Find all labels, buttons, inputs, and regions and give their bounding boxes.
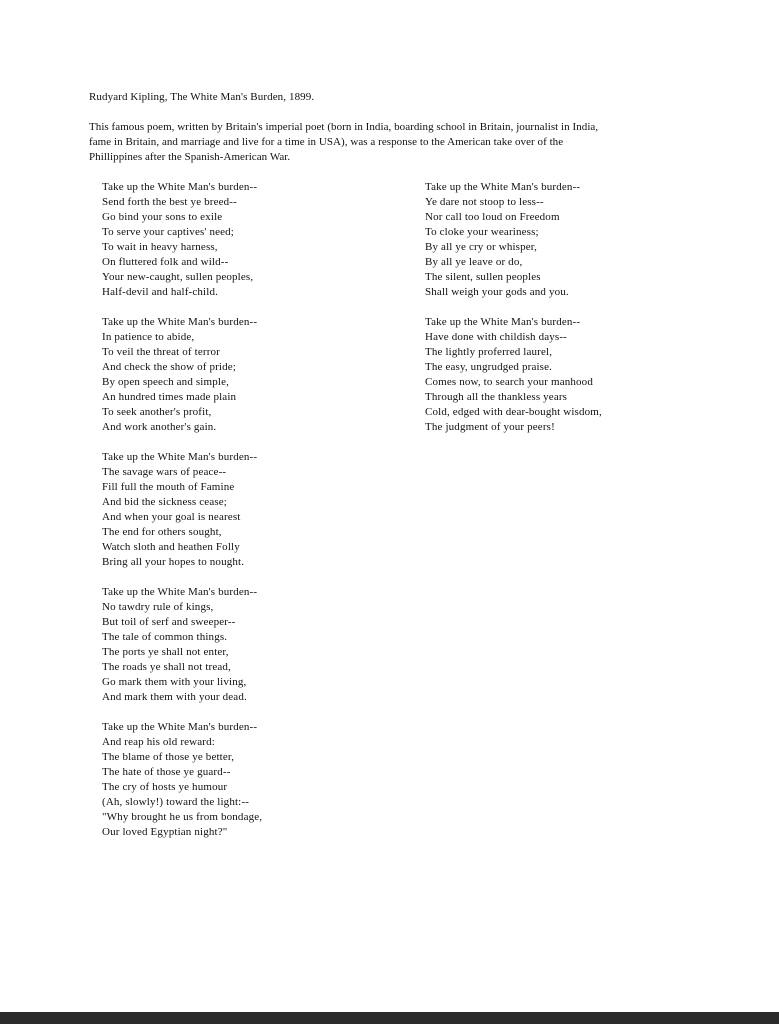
poem-line: By open speech and simple, [102, 376, 230, 388]
poem-line: The easy, ungrudged praise. [425, 361, 553, 373]
poem-line: And check the show of pride; [102, 361, 237, 373]
poem-line: The end for others sought, [102, 526, 222, 538]
poem-line: Take up the White Man's burden-- [425, 316, 581, 328]
poem-line: By all ye leave or do, [425, 256, 523, 268]
poem-line: On fluttered folk and wild-- [102, 256, 229, 268]
poem-line: Our loved Egyptian night?" [102, 826, 228, 838]
intro-line: This famous poem, written by Britain's imperial poet (born in India, boarding school in Britain, journalist in India, [89, 121, 599, 133]
poem-line: And work another's gain. [102, 421, 217, 433]
poem-line: Bring all your hopes to nought. [102, 556, 245, 568]
poem-stanza [102, 720, 262, 840]
poem-line: And mark them with your dead. [102, 691, 247, 703]
poem-line: To seek another's profit, [102, 406, 212, 418]
intro-line: fame in Britain, and marriage and live for a time in USA), was a response to the American take over of the [89, 136, 564, 148]
poem-line: And when your goal is nearest [102, 511, 241, 523]
poem-line: The tale of common things. [102, 631, 228, 643]
poem-line: Fill full the mouth of Famine [102, 481, 235, 493]
poem-line: Take up the White Man's burden-- [102, 181, 258, 193]
poem-line: The silent, sullen peoples [425, 271, 541, 283]
poem-left-column [102, 180, 262, 855]
poem-line: "Why brought he us from bondage, [102, 811, 263, 823]
poem-line: But toil of serf and sweeper-- [102, 616, 236, 628]
poem-line: The judgment of your peers! [425, 421, 555, 433]
poem-line: (Ah, slowly!) toward the light:-- [102, 796, 250, 808]
poem-line: By all ye cry or whisper, [425, 241, 538, 253]
poem-line: To serve your captives' need; [102, 226, 235, 238]
poem-line: Cold, edged with dear-bought wisdom, [425, 406, 602, 418]
poem-line: An hundred times made plain [102, 391, 237, 403]
poem-right-column [425, 180, 602, 450]
poem-line: In patience to abide, [102, 331, 195, 343]
intro-paragraph [89, 120, 689, 165]
poem-line: Take up the White Man's burden-- [102, 451, 258, 463]
poem-stanza [425, 315, 602, 435]
document-title-line: Rudyard Kipling, The White Man's Burden, 1899. [89, 91, 315, 103]
poem-line: The hate of those ye guard-- [102, 766, 231, 778]
poem-line: The savage wars of peace-- [102, 466, 227, 478]
poem-line: To wait in heavy harness, [102, 241, 218, 253]
poem-line: The ports ye shall not enter, [102, 646, 229, 658]
poem-stanza [102, 450, 262, 570]
poem-line: Your new-caught, sullen peoples, [102, 271, 254, 283]
poem-line: Take up the White Man's burden-- [425, 181, 581, 193]
poem-line: To cloke your weariness; [425, 226, 539, 238]
bottom-bar [0, 1012, 779, 1024]
poem-line: And reap his old reward: [102, 736, 215, 748]
poem-line: And bid the sickness cease; [102, 496, 228, 508]
poem-line: Take up the White Man's burden-- [102, 721, 258, 733]
poem-line: Watch sloth and heathen Folly [102, 541, 240, 553]
poem-line: Ye dare not stoop to less-- [425, 196, 544, 208]
poem-line: The blame of those ye better, [102, 751, 235, 763]
poem-line: To veil the threat of terror [102, 346, 220, 358]
poem-line: No tawdry rule of kings, [102, 601, 214, 613]
poem-line: The roads ye shall not tread, [102, 661, 231, 673]
poem-line: Through all the thankless years [425, 391, 568, 403]
poem-line: Half-devil and half-child. [102, 286, 218, 298]
intro-line: Phillippines after the Spanish-American War. [89, 151, 291, 163]
poem-line: Send forth the best ye breed-- [102, 196, 237, 208]
poem-line: The lightly proferred laurel, [425, 346, 553, 358]
poem-line: Shall weigh your gods and you. [425, 286, 569, 298]
poem-stanza [102, 315, 262, 435]
poem-line: Comes now, to search your manhood [425, 376, 593, 388]
poem-stanza [102, 180, 262, 300]
poem-stanza [425, 180, 602, 300]
poem-line: Go mark them with your living, [102, 676, 247, 688]
poem-line: Go bind your sons to exile [102, 211, 223, 223]
poem-line: Nor call too loud on Freedom [425, 211, 560, 223]
poem-line: Have done with childish days-- [425, 331, 567, 343]
poem-line: Take up the White Man's burden-- [102, 316, 258, 328]
poem-line: The cry of hosts ye humour [102, 781, 228, 793]
poem-line: Take up the White Man's burden-- [102, 586, 258, 598]
poem-stanza [102, 585, 262, 705]
